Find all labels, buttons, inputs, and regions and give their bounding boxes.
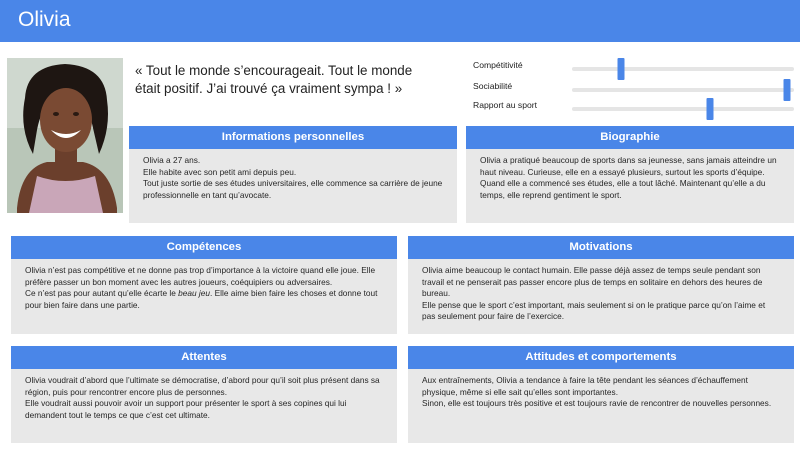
- card-attitudes-et-comportements: [408, 346, 794, 443]
- persona-photo: [7, 58, 123, 213]
- header-bar: [0, 0, 800, 42]
- persona-quote: « Tout le monde s’encourageait. Tout le monde était positif. J’ai trouvé ça vraiment sympa ! »: [135, 63, 413, 96]
- card-motivations: [408, 236, 794, 334]
- card-body: [408, 259, 794, 323]
- slider-track: [572, 88, 794, 92]
- card-body: [11, 369, 397, 421]
- card-text: Olivia a 27 ans.: [143, 155, 201, 165]
- card-text: Elle pense que le sport c’est important, mais seulement si on le pratique parce qu’on l’aime et pas seulement pour faire de l’exercice.: [422, 299, 766, 322]
- card-informations-personnelles: [129, 126, 457, 223]
- card-title: Compétences: [11, 236, 397, 259]
- card-text: Sinon, elle est toujours très positive et est toujours ravie de rencontrer de nouvelles personnes.: [422, 398, 772, 409]
- slider-competitivite: [473, 60, 795, 80]
- card-text: Olivia voudrait d’abord que l’ultimate se démocratise, d’abord pour qu’il soit plus présent dans sa région, puis pour rencontrer encore plus de personnes.: [25, 375, 380, 397]
- card-body: [466, 149, 794, 201]
- card-body: [11, 259, 397, 311]
- card-text: Elle habite avec son petit ami depuis peu.: [143, 166, 297, 177]
- page-title: Olivia: [18, 8, 71, 31]
- slider-label: Rapport au sport: [473, 100, 538, 110]
- card-body: [408, 369, 794, 410]
- card-text: [25, 288, 383, 311]
- card-text: Tout juste sortie de ses études universitaires, elle commence sa carrière de jeune professionnelle en tant qu’avocate.: [143, 178, 443, 200]
- slider-label: Compétitivité: [473, 60, 523, 70]
- slider-label: Sociabilité: [473, 81, 513, 91]
- persona-portrait-image: [7, 58, 123, 213]
- card-text-part: . Elle aime bien faire les choses et donne tout pour bien faire dans une partie.: [25, 288, 378, 310]
- card-text: Olivia a pratiqué beaucoup de sports dans sa jeunesse, sans jamais atteindre un haut niveau. Curieuse, elle en a essayé plusieurs, surtout les sports d’équipe. Quand elle a commencé ses études, elle a tout lâché. Maintenant qu’elle a du temps, elle reprend gentiment le sport.: [480, 155, 777, 200]
- card-title: Informations personnelles: [129, 126, 457, 149]
- slider-rapport-au-sport: [473, 100, 795, 120]
- slider-thumb: [617, 58, 624, 80]
- card-biographie: [466, 126, 794, 223]
- slider-thumb: [706, 98, 713, 120]
- card-title: Biographie: [466, 126, 794, 149]
- card-title: Attentes: [11, 346, 397, 369]
- card-title: Motivations: [408, 236, 794, 259]
- card-text: Aux entraînements, Olivia a tendance à faire la tête pendant les séances d’échauffement physique, même si elle sait qu’elles sont importantes.: [422, 375, 748, 397]
- slider-thumb: [784, 79, 791, 101]
- card-body: [129, 149, 457, 201]
- slider-track: [572, 67, 794, 71]
- card-text-emphasis: beau jeu: [178, 288, 210, 299]
- card-text-part: Ce n’est pas pour autant qu’elle écarte le: [25, 288, 179, 299]
- card-text: Olivia n’est pas compétitive et ne donne pas trop d’importance à la victoire quand elle joue. Elle préfère passer un bon moment avec les autres joueurs, coéquipiers ou adversaires.: [25, 265, 376, 287]
- card-attentes: [11, 346, 397, 443]
- card-title: Attitudes et comportements: [408, 346, 794, 369]
- slider-track: [572, 107, 794, 111]
- card-text: Olivia aime beaucoup le contact humain. Elle passe déjà assez de temps seule pendant son travail et ne penserait pas passer encore plus de temps en solitaire en dehors des heures de bureau.: [422, 265, 763, 299]
- slider-sociabilite: [473, 81, 795, 101]
- card-text: Elle voudrait aussi pouvoir avoir un support pour présenter le sport à ses copines qui lui demandent tout le temps ce que c’est cet ultimate.: [25, 398, 347, 420]
- card-competences: [11, 236, 397, 334]
